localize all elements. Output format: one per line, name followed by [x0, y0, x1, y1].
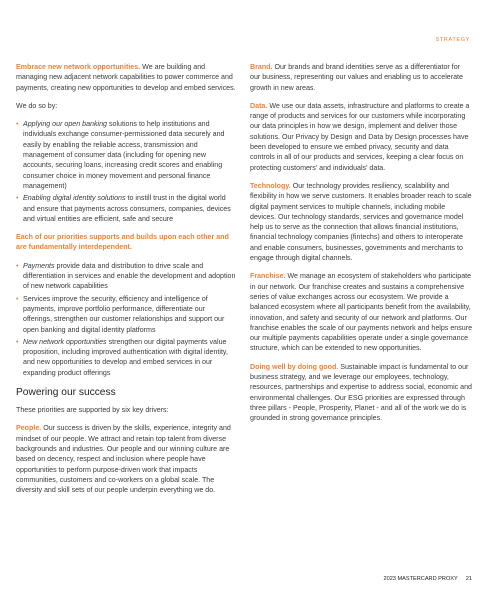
network-opportunities-paragraph: Embrace new network opportunities. We are building and managing new adjacent network capabilities to power commerce and payments, creating new opportunities to develop and embed services. [16, 63, 236, 92]
technology-paragraph: Technology. Our technology provides resiliency, scalability and flexibility in how we serve customers. It enables broader reach to scale digital payment services to multiple channels, including mobile devices. Our technology standards, services and governance model help us to serve as the connection that allows financial institutions, financial technology companies (fintechs) and others to interoperate and enable consumers, businesses, governments and merchants to engage through digital channels. [250, 181, 472, 263]
paragraph-lead: Embrace new network opportunities. [16, 63, 141, 71]
doing-well-paragraph: Doing well by doing good. Sustainable impact is fundamental to our business strategy, and we leverage our employees, technology, resources, partnerships and expertise to address social, economic and environmental challenges. Our ESG priorities are expressed through three pillars - People, Prosperity, Planet - and all of the work we do is grounded in strong governance principles. [250, 362, 472, 423]
people-paragraph: People. Our success is driven by the skills, experience, integrity and mindset of our people. We attract and retain top talent from diverse backgrounds and industries. Our people and our winning culture are based on decency, respect and inclusion where people have opportunities to perform purpose-driven work that impacts communities, customers and co-workers on a global scale. The diversity and skill sets of our people underpin everything we do. [16, 424, 231, 495]
brand-paragraph: Brand. Our brands and brand identities serve as a differentiator for our business, representing our values and enabling us to accelerate growth in new areas. [250, 63, 463, 92]
section-heading: Powering our success [16, 387, 116, 399]
list-item: • Payments provide data and distribution to drive scale and differentiation in services and enable the development and adoption of new network capabilities [16, 261, 236, 292]
list-item: • Enabling digital identity solutions to instill trust in the digital world and ensure that payments across consumers, companies, devices and virtual entities are efficient, safe and secure [16, 193, 236, 224]
we-do-so-by: We do so by: [16, 101, 58, 110]
priorities-list [16, 261, 236, 378]
drivers-intro: These priorities are supported by six key drivers: [16, 406, 169, 415]
franchise-paragraph: Franchise. We manage an ecosystem of stakeholders who participate in our network. Our franchise creates and sustains a comprehensive series of value exchanges across our ecosystem. We provide a balanced ecosystem where all participants benefit from the availability, innovation, and safety and security of our network and platforms. Our franchise enables the scale of our payments network and helps ensure our multiple payments capabilities operate under a single governance structure, which can be extended to new opportunities. [250, 272, 473, 353]
right-column [250, 62, 472, 432]
data-paragraph: Data. We use our data assets, infrastructure and platforms to create a range of products and services for our customers while incorporating our data principles in how we design, implement and deliver those solutions. Our Privacy by Design and Data by Design processes have been developed to ensure we embed privacy, security and data controls in all of our products and services, keeping a clear focus on protecting customers' and individuals' data. [250, 101, 470, 172]
list-item: • Services improve the security, efficiency and intelligence of payments, improve portfolio performance, differentiate our offerings, strengthen our customer relationships and support our open banking and digital identity platforms [16, 294, 236, 335]
list-item: • New network opportunities strengthen our digital payments value proposition, including improved authentication with digital identity, and new opportunities to develop and embed services in our expanding product offerings [16, 337, 236, 378]
opportunities-list [16, 119, 236, 224]
list-item: • Applying our open banking solutions to help institutions and individuals exchange consumer-permissioned data securely and easily by enabling the reliable access, transmission and management of consumer data (including for opening new accounts, securing loans, increasing credit scores and enabling consumer choice in money movement and personal finance management) [16, 119, 236, 191]
page-number: 21 [465, 576, 472, 582]
interdependent-statement: Each of our priorities supports and builds upon each other and are fundamentally interdependent. [16, 233, 229, 252]
page-footer [375, 576, 472, 582]
section-tag: STRATEGY [435, 37, 470, 43]
footer-doc-title: 2023 MASTERCARD PROXY [383, 576, 458, 582]
left-column [16, 62, 236, 503]
